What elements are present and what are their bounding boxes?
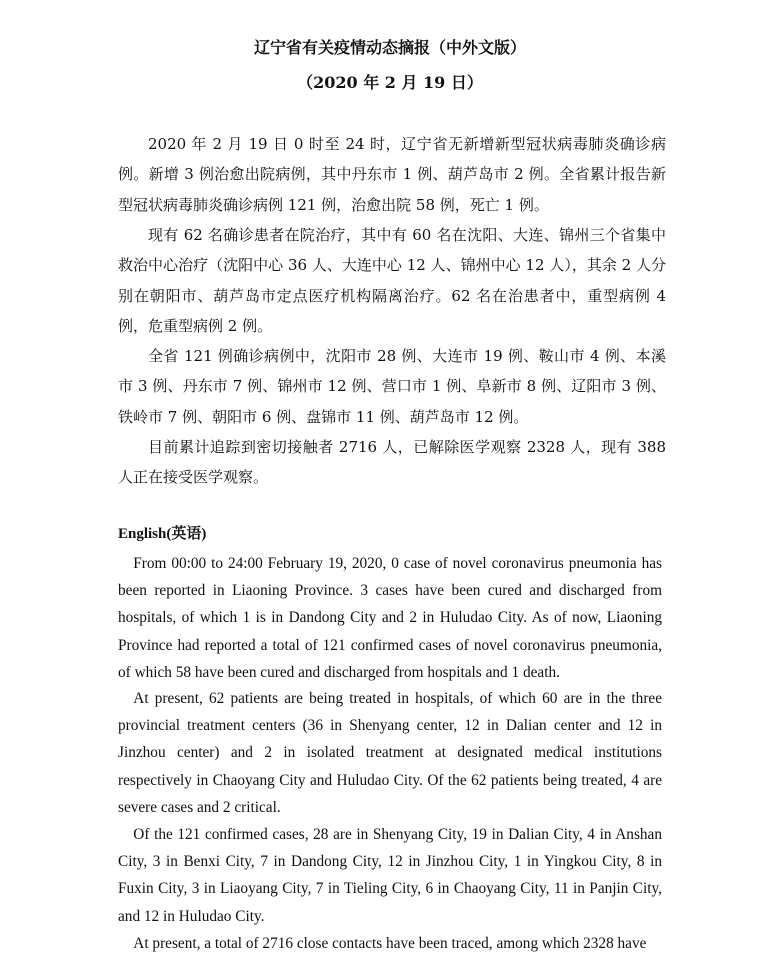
english-paragraph-4: At present, a total of 2716 close contacts have been traced, among which 2328 have: [133, 935, 647, 952]
document-date: （2020 年 2 月 19 日）: [297, 73, 483, 92]
english-heading: English(英语): [118, 526, 207, 542]
chinese-paragraph-1: 2020 年 2 月 19 日 0 时至 24 时，辽宁省无新增新型冠状病毒肺炎确诊病例。新增 3 例治愈出院病例，其中丹东市 1 例、葫芦岛市 2 例。全省累计报告新型冠状病毒肺炎确诊病例 121 例，治愈出院 58 例，死亡 1 例。: [118, 135, 666, 214]
chinese-paragraph-2: 现有 62 名确诊患者在院治疗，其中有 60 名在沈阳、大连、锦州三个省集中救治中心治疗（沈阳中心 36 人、大连中心 12 人、锦州中心 12 人），其余 2 人分别在朝阳市、葫芦岛市定点医疗机构隔离治疗。62 名在治患者中，重型病例 4 例，危重型病例 2 例。: [118, 226, 666, 335]
chinese-paragraph-4: 目前累计追踪到密切接触者 2716 人，已解除医学观察 2328 人，现有 388 人正在接受医学观察。: [118, 438, 666, 487]
document-title: 辽宁省有关疫情动态摘报（中外文版）: [253, 38, 526, 57]
english-paragraph-3: Of the 121 confirmed cases, 28 are in Shenyang City, 19 in Dalian City, 4 in Anshan City, 3 in Benxi City, 7 in Dandong City, 12 in Jinzhou City, 1 in Yingkou City, 8 in Fuxin City, 3 in Liaoyang City, 7 in Tieling City, 6 in Chaoyang City, 11 in Panjin City, and 12 in Huludao City.: [118, 826, 662, 925]
chinese-paragraph-3: 全省 121 例确诊病例中，沈阳市 28 例、大连市 19 例、鞍山市 4 例、本溪市 3 例、丹东市 7 例、锦州市 12 例、营口市 1 例、阜新市 8 例、辽阳市 3 例、铁岭市 7 例、朝阳市 6 例、盘锦市 11 例、葫芦岛市 12 例。: [118, 347, 666, 426]
english-paragraph-1: From 00:00 to 24:00 February 19, 2020, 0 case of novel coronavirus pneumonia has been reported in Liaoning Province. 3 cases have been cured and discharged from hospitals, of which 1 is in Dandong City and 2 in Huludao City. As of now, Liaoning Province had reported a total of 121 confirmed cases of novel coronavirus pneumonia, of which 58 have been cured and discharged from hospitals and 1 death.: [118, 555, 662, 681]
english-paragraph-2: At present, 62 patients are being treated in hospitals, of which 60 are in the three provincial treatment centers (36 in Shenyang center, 12 in Dalian center and 12 in Jinzhou center) and 2 in isolated treatment at designated medical institutions respectively in Chaoyang City and Huludao City. Of the 62 patients being treated, 4 are severe cases and 2 critical.: [118, 690, 662, 816]
